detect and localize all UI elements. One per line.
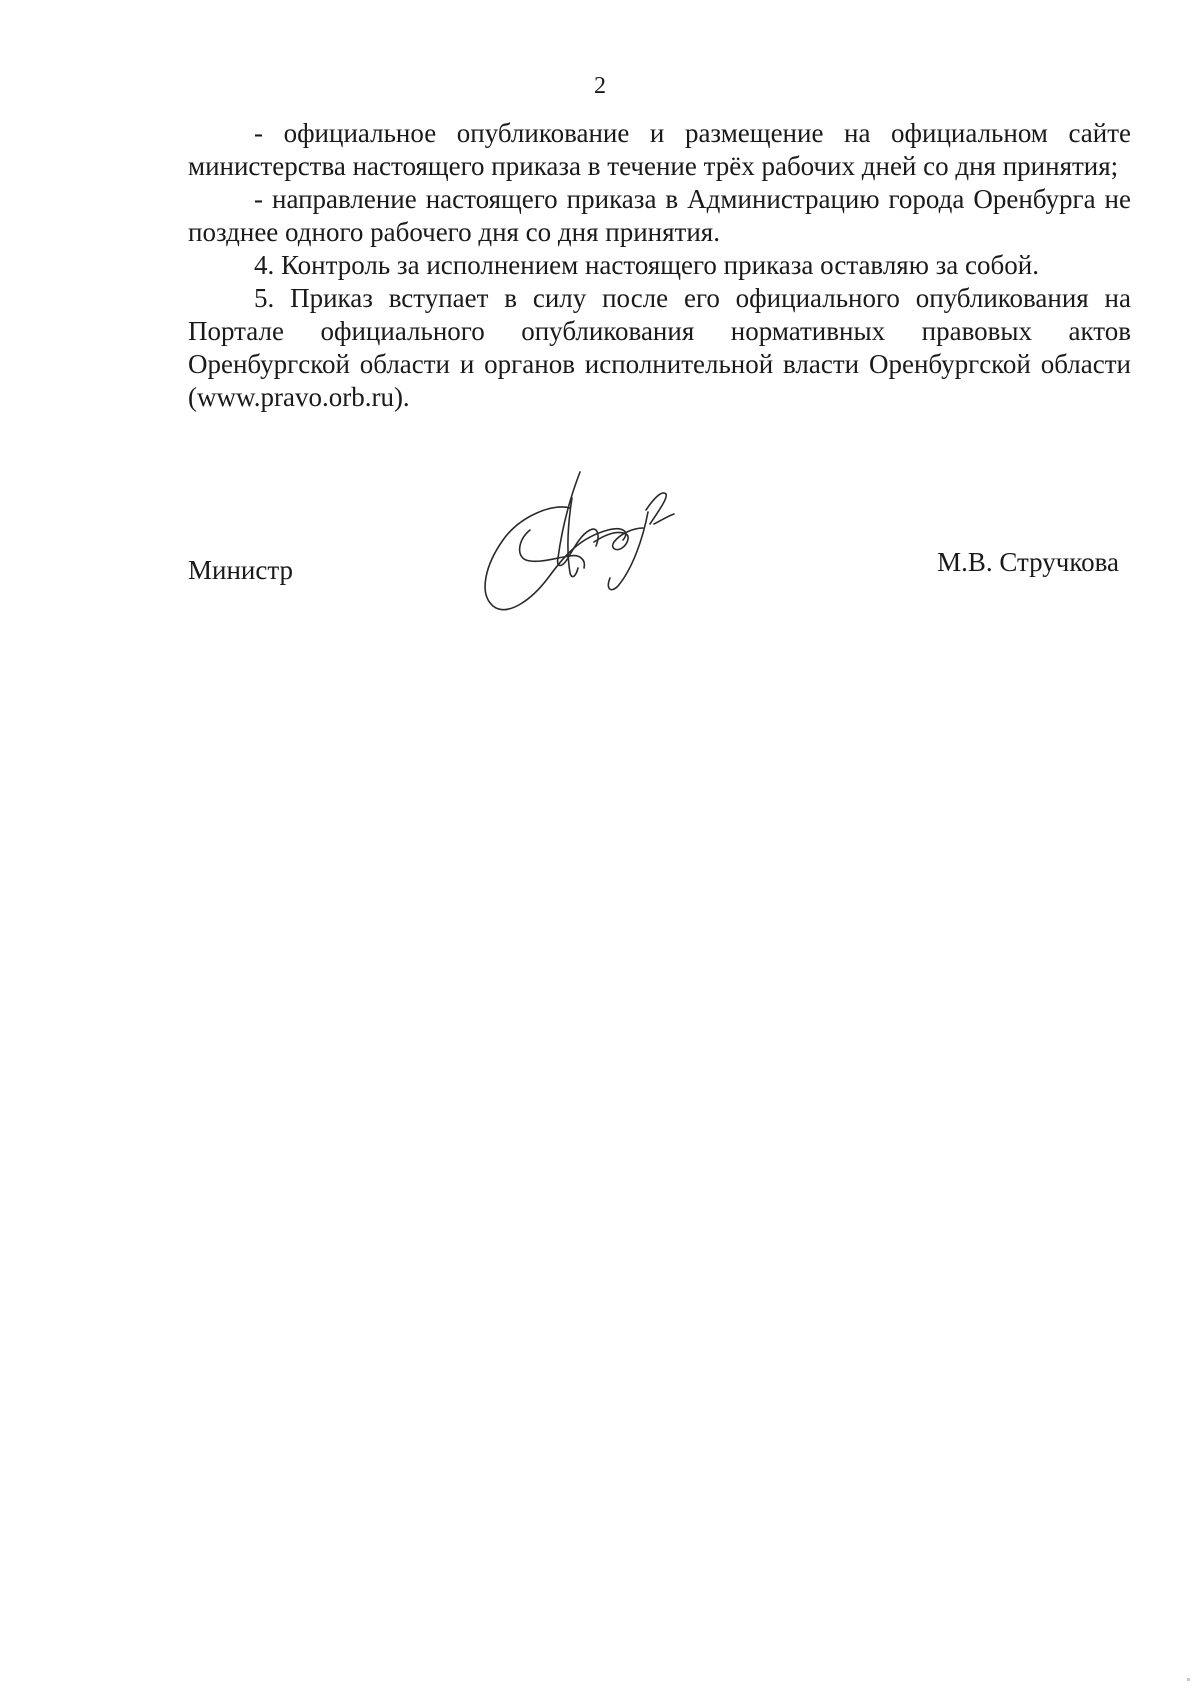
paragraph-publication: - официальное опубликование и размещение на официальном сайте министерства настоящего приказа в течение трёх рабочих дней со дня принятия; — [188, 118, 1131, 181]
scan-dot — [1187, 1678, 1190, 1681]
paragraph-control: 4. Контроль за исполнением настоящего приказа оставляю за собой. — [254, 250, 1039, 280]
handwritten-signature — [458, 468, 688, 618]
document-body — [188, 117, 1131, 414]
signatory-title: Министр — [188, 555, 293, 585]
paragraph-administration: - направление настоящего приказа в Администрацию города Оренбурга не позднее одного рабочего дня со дня принятия. — [188, 184, 1131, 247]
paragraph-entry-into-force: 5. Приказ вступает в силу после его официального опубликования на Портале официального опубликования нормативных правовых актов Оренбургской области и органов исполнительной власти Оренбургской области (www.pravo.orb.ru). — [188, 283, 1131, 412]
signatory-name: М.В. Стручкова — [937, 547, 1119, 577]
page-number: 2 — [594, 73, 606, 99]
